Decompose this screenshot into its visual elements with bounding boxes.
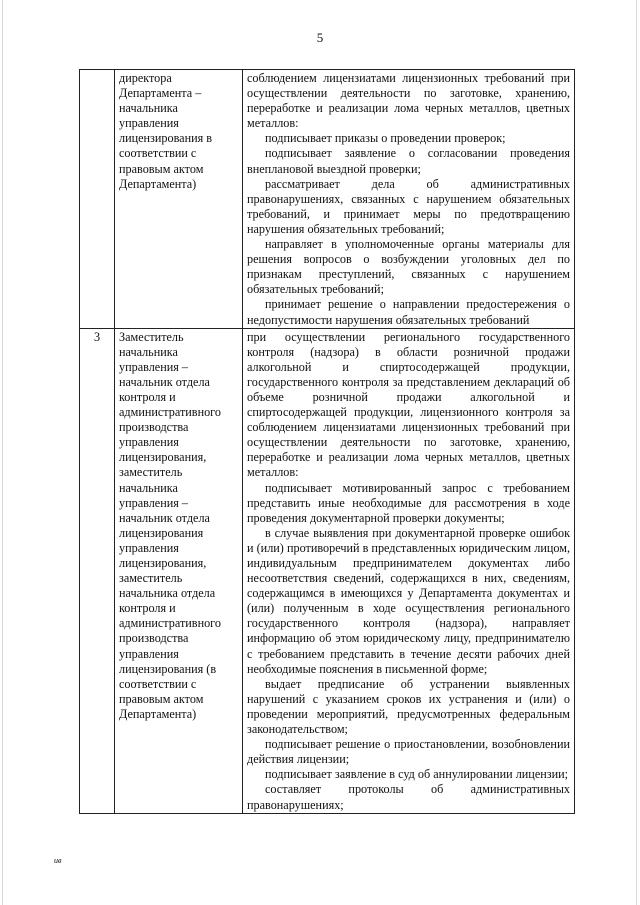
duty-paragraph: подписывает заявление о согласовании проведения внеплановой выездной проверки;: [247, 146, 570, 176]
duty-paragraph: подписывает приказы о проведении проверок;: [265, 131, 506, 146]
duty-paragraph: в случае выявления при документарной проверке ошибок и (или) противоречий в представленных юридическим лицом, индивидуальным предпринимателем документах либо несоответствия сведений, содержащихся в них, сведениям, содержащимся в имеющихся у Департамента документах и (или) полученным в ходе осуществления регионального государственного контроля (надзора), направляет информацию об этом юридическому лицу, предпринимателю с требованием представить в течение десяти рабочих дней необходимые пояснения в письменной форме;: [247, 525, 570, 676]
duty-paragraph: подписывает заявление в суд об аннулировании лицензии;: [265, 767, 568, 782]
duty-paragraph: подписывает мотивированный запрос с требованием представить иные необходимые для рассмотрения в ходе проведения документарной проверки документы;: [247, 480, 570, 525]
duty-paragraph: рассматривает дела об административных правонарушениях, связанных с нарушением обязательных требований, и принимает меры по предотвращению нарушения обязательных требований;: [247, 176, 570, 236]
duties-cell: [243, 70, 575, 329]
duties-cell: [243, 328, 575, 813]
table-row: [80, 70, 575, 329]
duty-paragraph: соблюдением лицензиатами лицензионных требований при осуществлении деятельности по заготовке, хранению, переработке и реализации лома черных металлов, цветных металлов:: [247, 71, 570, 131]
duty-paragraph: принимает решение о направлении предостережения о недопустимости нарушения обязательных требований: [247, 297, 570, 327]
page-number: 5: [316, 30, 324, 45]
duty-paragraph: подписывает решение о приостановлении, возобновлении действия лицензии;: [247, 737, 570, 767]
scan-edge-left: [2, 0, 3, 905]
row-number-cell: [80, 70, 115, 329]
duty-paragraph: выдает предписание об устранении выявленных нарушений с указанием сроков их устранения и (или) о проведении мероприятий, предусмотренных федеральным законодательством;: [247, 676, 570, 737]
duties-table: [79, 69, 575, 814]
footer-initials: ив: [54, 856, 62, 865]
position-cell: директора Департамента – начальника управления лицензирования в соответствии с правовым актом Департамента): [115, 70, 243, 329]
duty-paragraph: составляет протоколы об административных правонарушениях;: [247, 782, 570, 812]
position-cell: Заместитель начальника управления – начальник отдела контроля и административного производства управления лицензирования, заместитель начальника управления – начальник отдела лицензирования управления лицензирования, заместитель начальника отдела контроля и административного производства управления лицензирования (в соответствии с правовым актом Департамента): [115, 328, 243, 813]
table-row: [80, 328, 575, 813]
duty-paragraph: направляет в уполномоченные органы материалы для решения вопросов о возбуждении уголовных дел по признакам преступлений, связанных с нарушением обязательных требований;: [247, 237, 570, 297]
scan-edge-right: [636, 0, 637, 905]
duty-paragraph: при осуществлении регионального государственного контроля (надзора) в области розничной продажи алкогольной и спиртосодержащей продукции, государственного контроля за представлением деклараций об объеме розничной продажи алкогольной и спиртосодержащей продукции, лицензионного контроля за соблюдением лицензиатами лицензионных требований при осуществлении деятельности по заготовке, хранению, переработке и реализации лома черных металлов, цветных металлов:: [247, 329, 570, 480]
row-number-cell: 3: [80, 328, 115, 813]
